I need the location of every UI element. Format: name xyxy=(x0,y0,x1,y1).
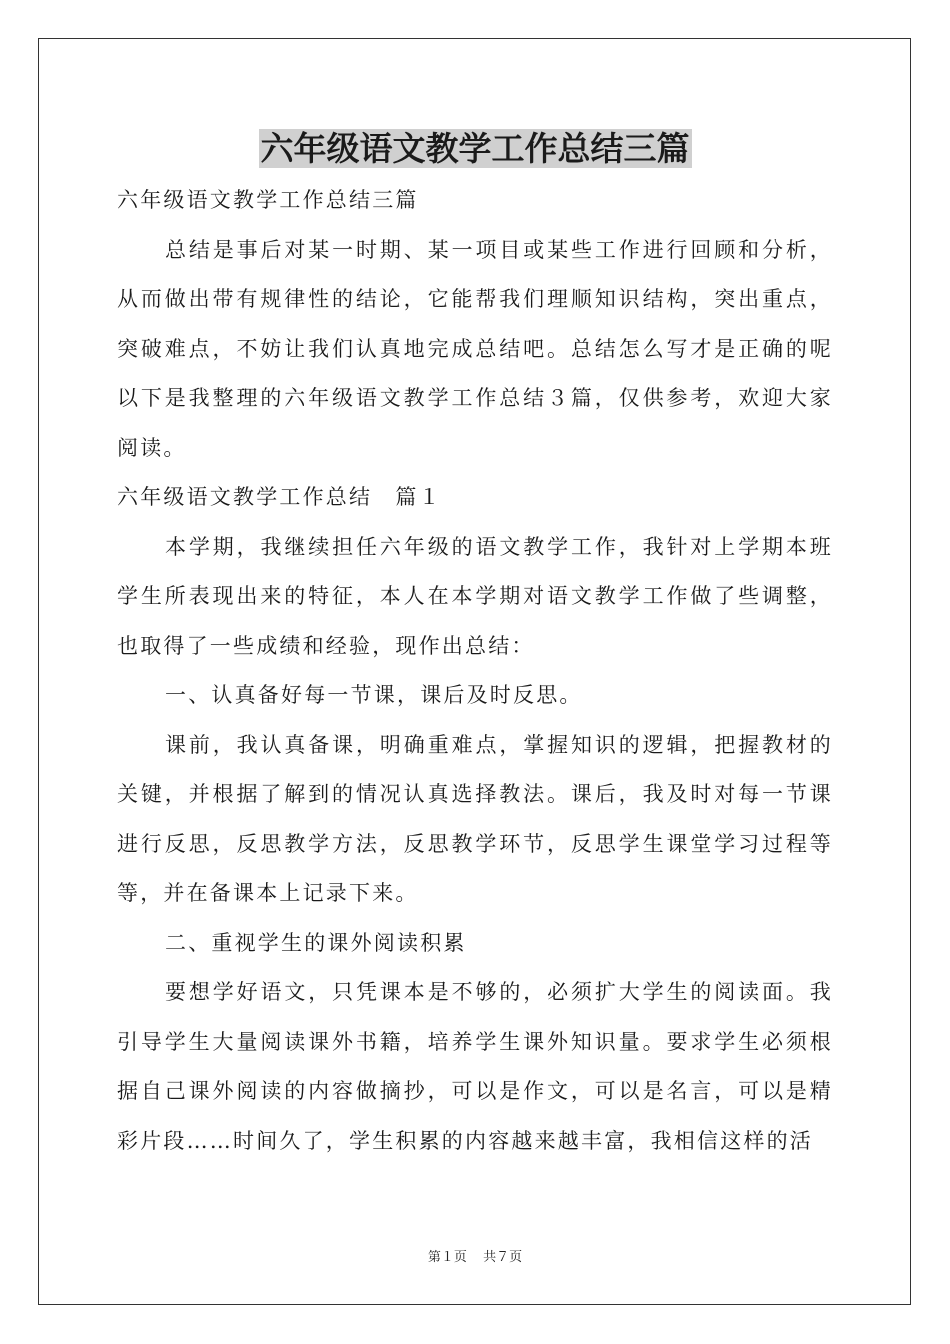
point-heading-1: 一、认真备好每一节课，课后及时反思。 xyxy=(165,683,583,707)
paragraph-point2: 要想学好语文，只凭课本是不够的，必须扩大学生的阅读面。我引导学生大量阅读课外书籍，培养学生课外知识量。要求学生必须根据自己课外阅读的内容做摘抄，可以是作文，可以是名言，可以是精彩片段……时间久了，学生积累的内容越来越丰富，我相信这样的活 xyxy=(117,980,833,1153)
page-footer xyxy=(0,1246,950,1265)
paragraph-point1: 课前，我认真备课，明确重难点，掌握知识的逻辑，把握教材的关键，并根据了解到的情况认真选择教法。课后，我及时对每一节课进行反思，反思教学方法，反思教学环节，反思学生课堂学习过程等等，并在备课本上记录下来。 xyxy=(117,732,833,905)
document-title-text: 六年级语文教学工作总结三篇 xyxy=(260,129,690,168)
page-total: 共７页 xyxy=(483,1250,523,1265)
paragraph-section1-intro: 本学期，我继续担任六年级的语文教学工作，我针对上学期本班学生所表现出来的特征，本人在本学期对语文教学工作做了些调整，也取得了一些成绩和经验，现作出总结： xyxy=(117,534,833,658)
paragraph-subtitle: 六年级语文教学工作总结三篇 xyxy=(117,188,419,212)
document-title xyxy=(0,126,950,172)
point-heading-2: 二、重视学生的课外阅读积累 xyxy=(165,930,467,955)
section-heading-1: 六年级语文教学工作总结 篇１ xyxy=(117,485,442,509)
paragraph-intro: 总结是事后对某一时期、某一项目或某些工作进行回顾和分析，从而做出带有规律性的结论，它能帮我们理顺知识结构，突出重点，突破难点，不妨让我们认真地完成总结吧。总结怎么写才是正确的呢以下是我整理的六年级语文教学工作总结３篇，仅供参考，欢迎大家阅读。 xyxy=(117,237,833,460)
page-number: 第１页 xyxy=(427,1250,467,1265)
document-body xyxy=(117,176,833,1166)
